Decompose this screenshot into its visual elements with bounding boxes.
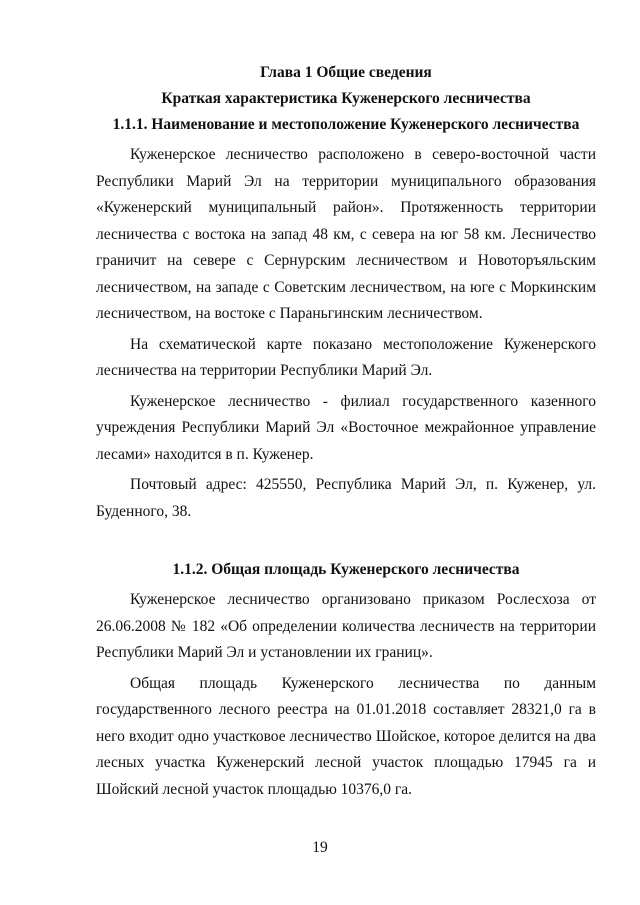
paragraph-map-note: На схематической карте показано местоположение Куженерского лесничества на территории Республики Марий Эл. [96,335,596,379]
section-title: Краткая характеристика Куженерского лесничества [161,90,531,107]
paragraph-location: Куженерское лесничество расположено в северо-восточной части Республики Марий Эл на территории муниципального образования «Куженерский муниципальный район». Протяженность территории лесничества с востока на запад 48 км, с севера на юг 58 км. Лесничество граничит на севере с Сернурским лесничеством и Новоторъяльским лесничеством, на западе с Советским лесничеством, на юге с Моркинским лесничеством, на востоке с Параньгинским лесничеством. [96,146,596,322]
paragraph-organization-order: Куженерское лесничество организовано приказом Рослесхоза от 26.06.2008 № 182 «Об определении количества лесничеств на территории Республики Марий Эл и установлении их границ». [96,591,596,661]
chapter-title: Глава 1 Общие сведения [260,64,432,81]
page-content [96,60,596,803]
paragraph-branch-info: Куженерское лесничество - филиал государственного казенного учреждения Республики Марий Эл «Восточное межрайонное управление лесами» находится в п. Куженер. [96,392,596,463]
paragraph-postal-address: Почтовый адрес: 425550, Республика Марий Эл, п. Куженер, ул. Буденного, 38. [96,476,596,520]
subsection-title-area: 1.1.2. Общая площадь Куженерского лесничества [172,561,520,578]
subsection-title-location: 1.1.1. Наименование и местоположение Куженерского лесничества [112,116,580,133]
paragraph-total-area: Общая площадь Куженерского лесничества по данным государственного лесного реестра на 01.01.2018 составляет 28321,0 га в него входит одно участковое лесничество Шойское, которое делится на два лесных участка Куженерский лесной участок площадью 17945 га и Шойский лесной участок площадью 10376,0 га. [96,674,596,798]
page-number: 19 [312,839,328,856]
section-spacer [96,525,596,557]
